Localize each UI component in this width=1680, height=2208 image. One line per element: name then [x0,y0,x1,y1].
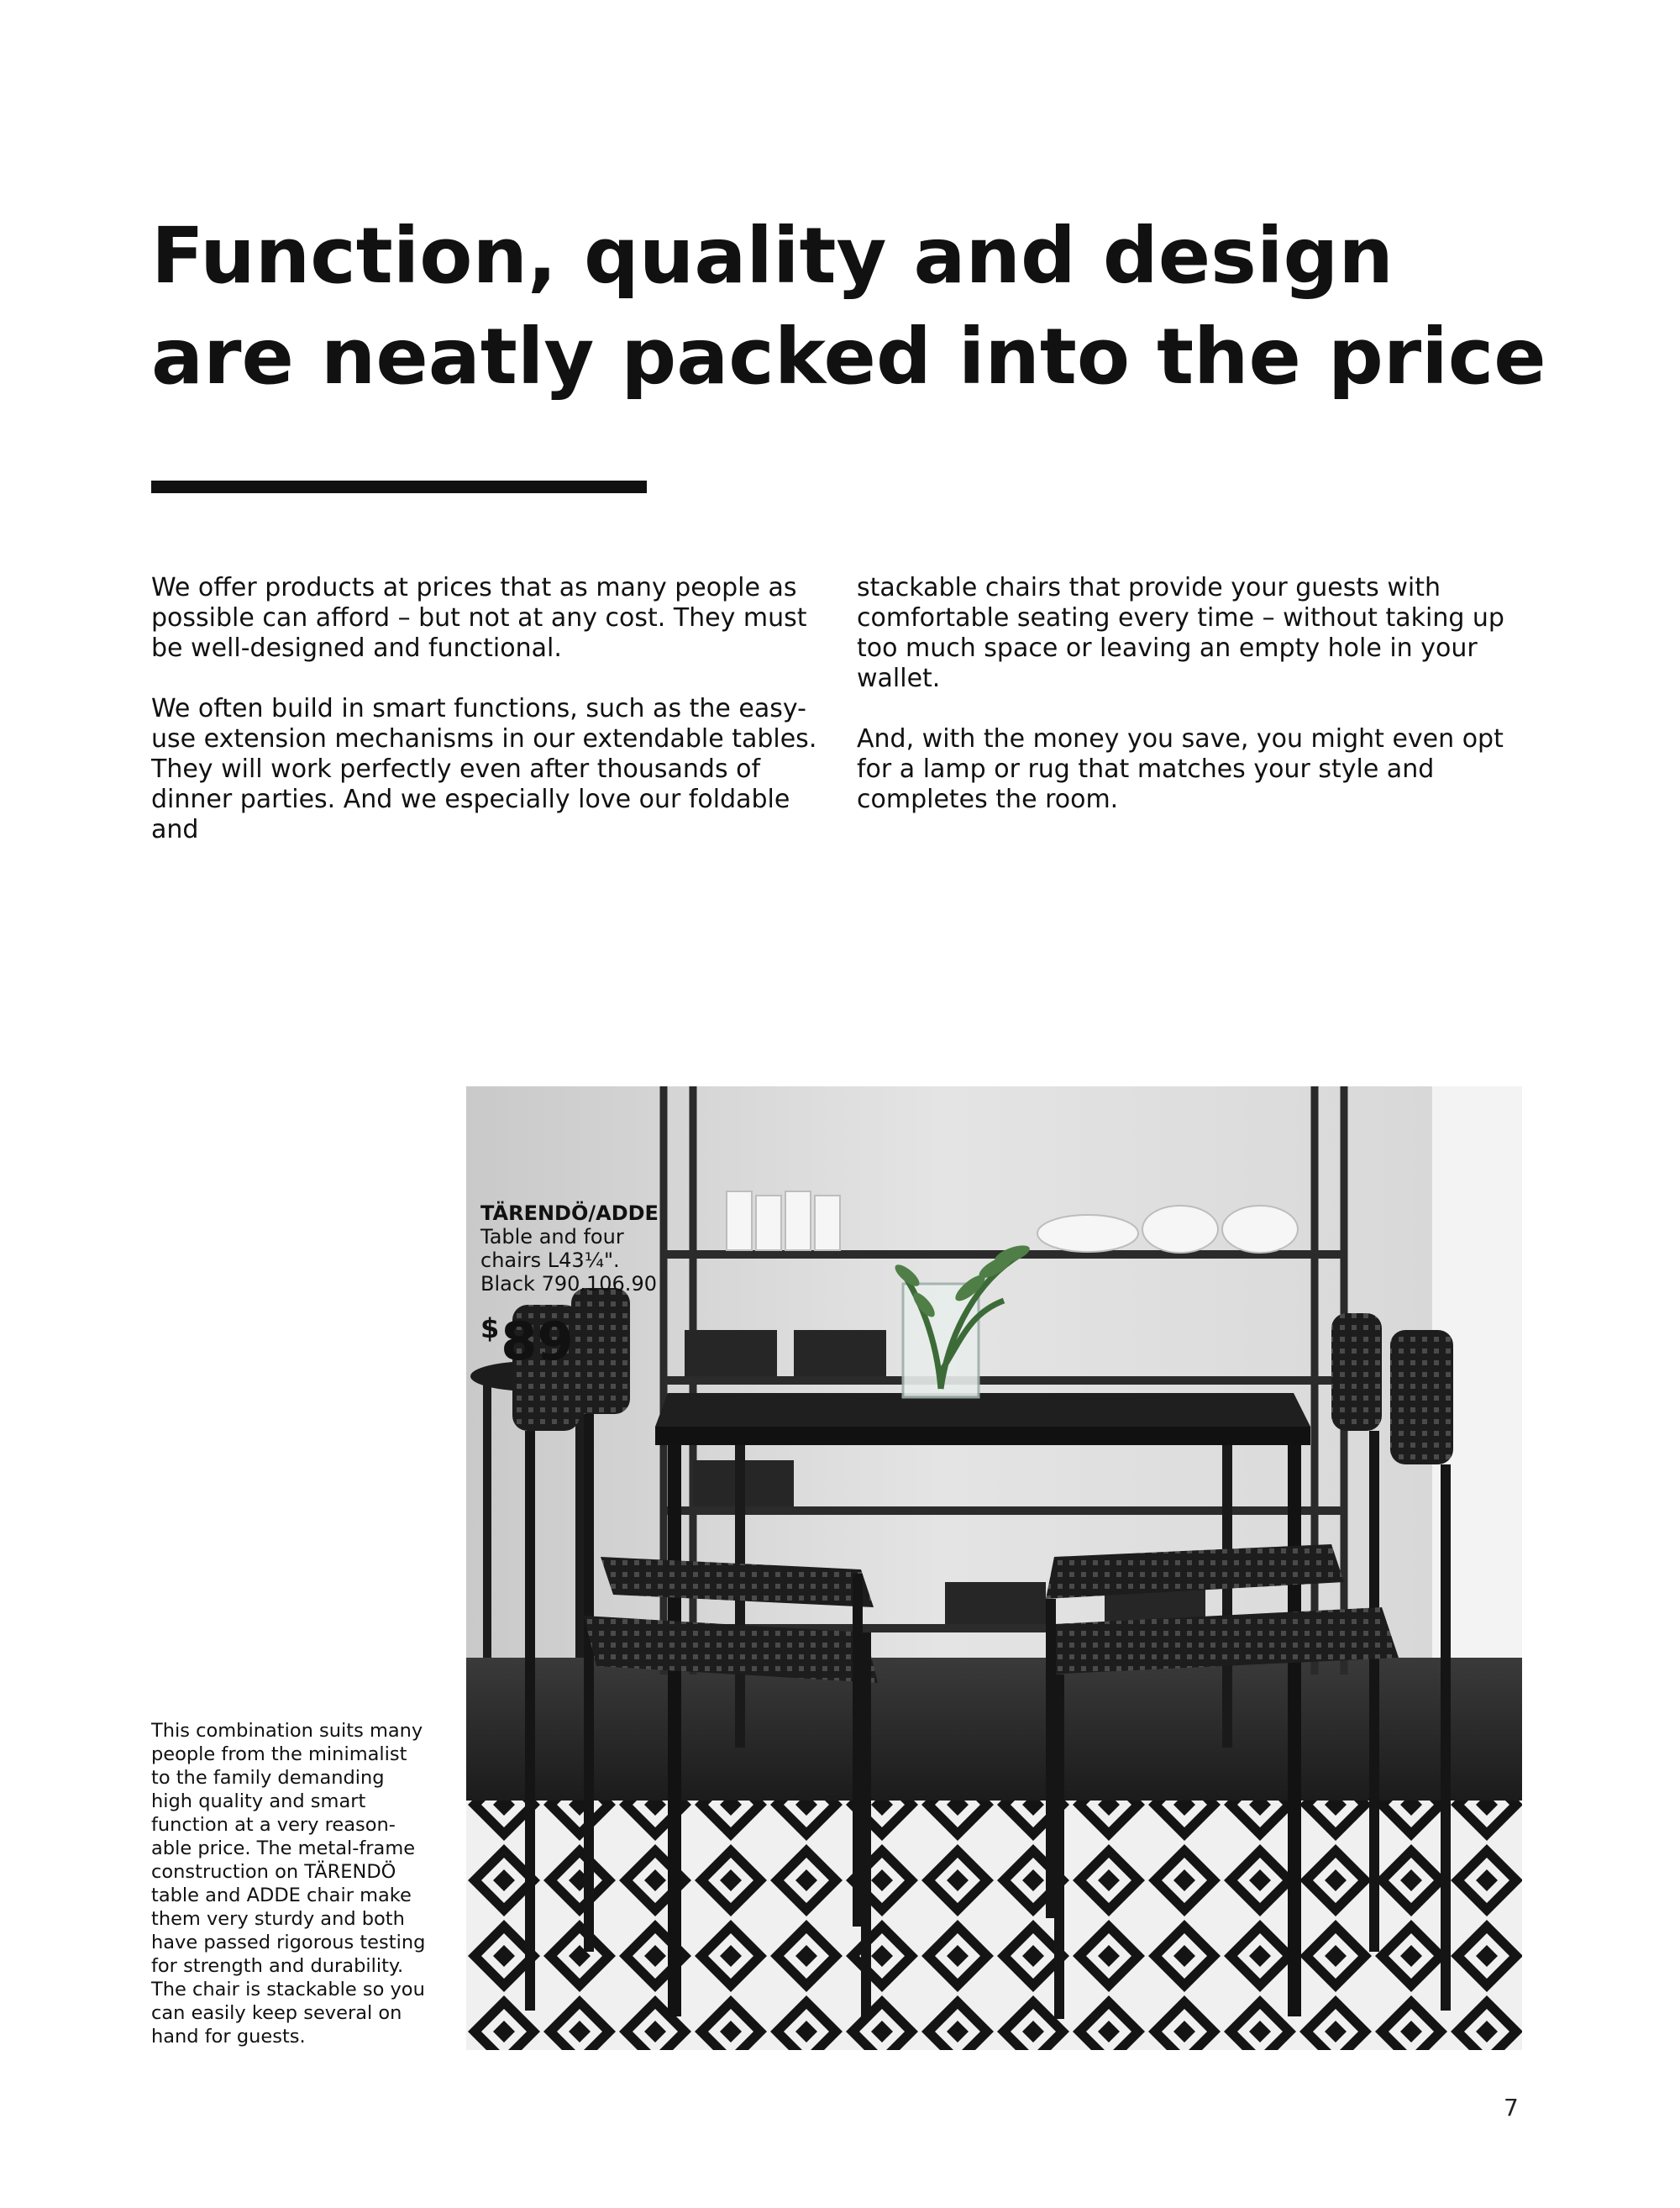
body-paragraph: stackable chairs that provide your guests with comfortable seating every time – without taking up too much space or leaving an empty hole in your wallet. [857,573,1504,693]
price-value: 89 [501,1311,574,1372]
caption-line: them very sturdy and both [151,1908,405,1930]
caption-line: table and ADDE chair make [151,1885,412,1906]
product-name: TÄRENDÖ/ADDE [480,1201,659,1225]
product-article-number: Black 790.106.90 [480,1272,657,1296]
caption-line: construction on TÄRENDÖ [151,1861,396,1883]
currency-symbol: $ [480,1312,500,1344]
caption-line: hand for guests. [151,2026,306,2048]
caption-line: to the family demanding [151,1767,385,1789]
headline-rule [151,481,647,493]
product-description: Table and four [480,1225,624,1249]
caption-line: have passed rigorous testing [151,1932,426,1953]
headline-line-2: are neatly packed into the price [151,312,1546,402]
headline-line-1: Function, quality and design [151,211,1394,301]
photo-caption [151,1719,437,2048]
caption-line: function at a very reason- [151,1814,396,1836]
caption-line: This combination suits many [151,1720,423,1742]
page-number: 7 [1504,2094,1519,2121]
headline [151,206,1579,407]
caption-line: for strength and durability. [151,1955,404,1977]
product-dimensions: chairs L43¼". [480,1249,620,1272]
body-paragraph: We offer products at prices that as many people as possible can afford – but not at any cost. They must be well-designed and functional. [151,573,807,663]
caption-line: high quality and smart [151,1790,366,1812]
product-price [480,1301,699,1372]
body-paragraph: We often build in smart functions, such as the easy-use extension mechanisms in our extendable tables. They will work perfectly even after thousands of dinner parties. And we especially love our foldable and [151,694,817,844]
caption-line: able price. The metal-frame [151,1837,416,1859]
caption-line: The chair is stackable so you [151,1979,425,2000]
body-column-right [857,573,1529,845]
product-price-tag [480,1201,699,1372]
body-paragraph: And, with the money you save, you might even opt for a lamp or rug that matches your style and completes the room. [857,724,1504,814]
body-column-left [151,573,823,875]
caption-line: can easily keep several on [151,2002,402,2024]
caption-line: people from the minimalist [151,1743,407,1765]
